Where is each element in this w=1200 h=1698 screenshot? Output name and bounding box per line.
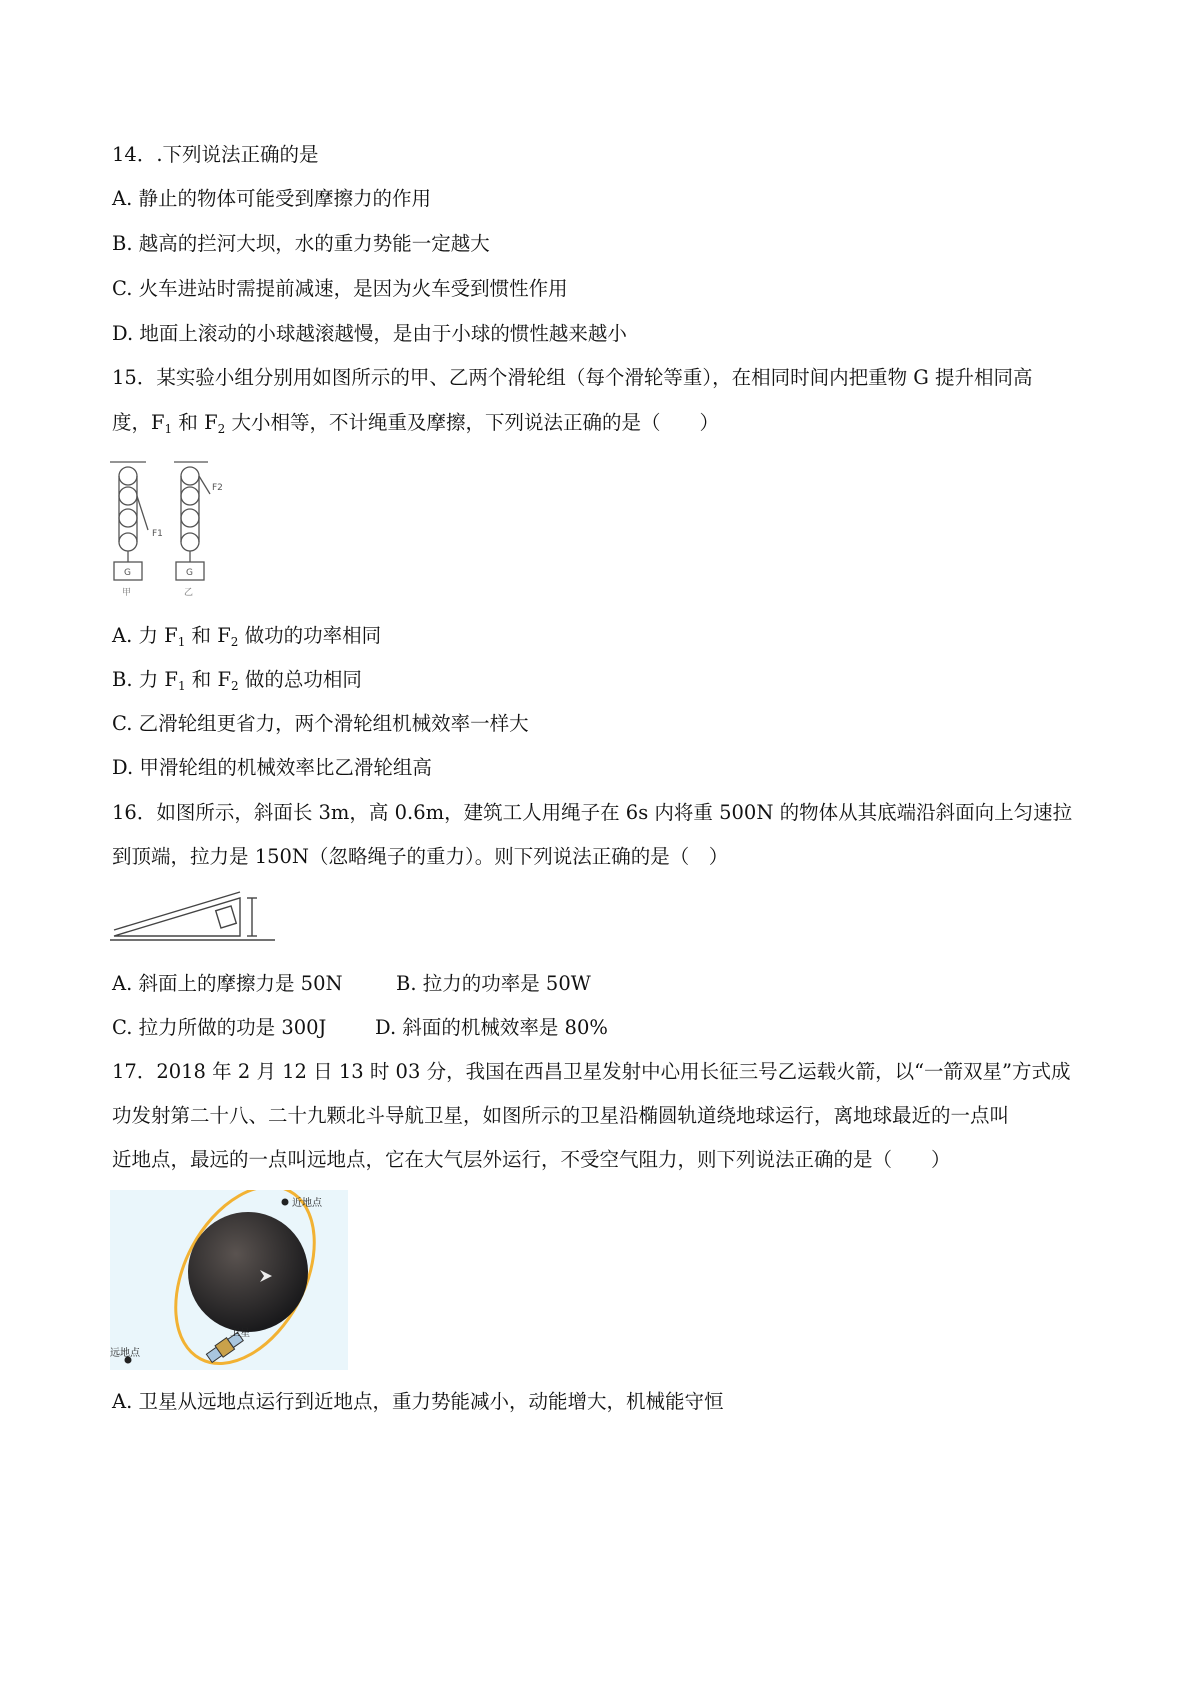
q15-a-text-pre: A. 力 F bbox=[112, 624, 178, 647]
q17-stem-line2: 功发射第二十八、二十九颗北斗导航卫星，如图所示的卫星沿椭圆轨道绕地球运行，离地球最近的一点叫 bbox=[112, 1104, 1010, 1127]
incline-plane bbox=[114, 898, 240, 936]
q14-option-d: D. 地面上滚动的小球越滚越慢，是由于小球的惯性越来越小 bbox=[112, 322, 627, 345]
pulley-yi-fixed-top bbox=[181, 467, 199, 485]
q15-a-text-post: 做功的功率相同 bbox=[238, 624, 382, 647]
earth-globe bbox=[188, 1212, 308, 1332]
label-g-yi: G bbox=[186, 568, 193, 578]
label-f1: F1 bbox=[152, 529, 163, 539]
q16-option-b: B. 拉力的功率是 50W bbox=[396, 972, 591, 995]
label-jia: 甲 bbox=[122, 588, 132, 598]
q15-b-text-pre: B. 力 F bbox=[112, 668, 178, 691]
q16-option-c: C. 拉力所做的功是 300J bbox=[112, 1016, 327, 1039]
label-satellite: 卫星 bbox=[230, 1328, 250, 1339]
label-apogee: 远地点 bbox=[110, 1348, 140, 1359]
q15-stem-text-c: 大小相等，不计绳重及摩擦，下列说法正确的是（ ） bbox=[225, 411, 719, 434]
rope-jia-free bbox=[137, 496, 148, 530]
incline-rope bbox=[114, 892, 240, 930]
q14-option-c: C. 火车进站时需提前减速，是因为火车受到惯性作用 bbox=[112, 277, 568, 300]
rope-yi-free bbox=[199, 476, 210, 494]
q15-stem-text-a: 度，F bbox=[112, 411, 165, 434]
q15-stem-sub1: 1 bbox=[164, 422, 173, 436]
label-perigee: 近地点 bbox=[292, 1198, 322, 1209]
pulley-jia-movable-2 bbox=[119, 533, 137, 551]
perigee-dot bbox=[282, 1199, 289, 1206]
q17-stem-line3: 近地点，最远的一点叫远地点，它在大气层外运行，不受空气阻力，则下列说法正确的是（ ） bbox=[112, 1148, 951, 1171]
label-g-jia: G bbox=[124, 568, 131, 578]
q16-stem-line1: 16．如图所示，斜面长 3m，高 0.6m，建筑工人用绳子在 6s 内将重 500N 的物体从其底端沿斜面向上匀速拉 bbox=[112, 801, 1073, 824]
q15-b-sub1: 1 bbox=[177, 679, 186, 693]
q14-stem: 14．.下列说法正确的是 bbox=[112, 143, 319, 166]
q15-option-b bbox=[112, 666, 362, 700]
q15-b-sub2: 2 bbox=[231, 679, 239, 693]
q15-a-sub2: 2 bbox=[230, 635, 239, 649]
label-f2: F2 bbox=[212, 483, 223, 493]
q15-stem-line1: 15．某实验小组分别用如图所示的甲、乙两个滑轮组（每个滑轮等重），在相同时间内把重物 G 提升相同高 bbox=[112, 366, 1033, 389]
pulley-jia-movable-1 bbox=[119, 509, 137, 527]
pulley-yi-movable-1 bbox=[181, 509, 199, 527]
q17-stem-line1: 17．2018 年 2 月 12 日 13 时 03 分，我国在西昌卫星发射中心用长征三号乙运载火箭，以“一箭双星”方式成 bbox=[112, 1060, 1071, 1083]
pulley-jia-fixed-top bbox=[119, 467, 137, 485]
q16-option-a: A. 斜面上的摩擦力是 50N bbox=[112, 972, 343, 995]
q15-a-text-mid: 和 F bbox=[185, 624, 231, 647]
q15-stem-line2 bbox=[112, 409, 719, 443]
q15-stem-sub2: 2 bbox=[217, 422, 226, 436]
q15-option-c: C. 乙滑轮组更省力，两个滑轮组机械效率一样大 bbox=[112, 712, 529, 735]
q16-stem-line2: 到顶端，拉力是 150N（忽略绳子的重力）。则下列说法正确的是（ ） bbox=[112, 845, 729, 868]
q15-b-text-post: 做的总功相同 bbox=[238, 668, 362, 691]
incline-figure bbox=[110, 880, 280, 950]
pulley-yi-fixed-mid bbox=[181, 487, 199, 505]
pulley-figure bbox=[110, 458, 240, 600]
q15-option-a bbox=[112, 622, 381, 656]
label-yi: 乙 bbox=[184, 588, 194, 598]
q17-option-a: A. 卫星从远地点运行到近地点，重力势能减小，动能增大，机械能守恒 bbox=[112, 1390, 724, 1413]
orbit-figure bbox=[110, 1190, 348, 1370]
incline-block bbox=[216, 906, 237, 928]
pulley-yi-movable-2 bbox=[181, 533, 199, 551]
q15-a-sub1: 1 bbox=[177, 635, 186, 649]
q14-option-a: A. 静止的物体可能受到摩擦力的作用 bbox=[112, 187, 431, 210]
q16-option-d: D. 斜面的机械效率是 80% bbox=[375, 1016, 608, 1039]
pulley-jia-fixed-mid bbox=[119, 487, 137, 505]
q15-stem-text-b: 和 F bbox=[172, 411, 218, 434]
q14-option-b: B. 越高的拦河大坝，水的重力势能一定越大 bbox=[112, 232, 490, 255]
q15-option-d: D. 甲滑轮组的机械效率比乙滑轮组高 bbox=[112, 756, 432, 779]
q15-b-text-mid: 和 F bbox=[185, 668, 232, 691]
